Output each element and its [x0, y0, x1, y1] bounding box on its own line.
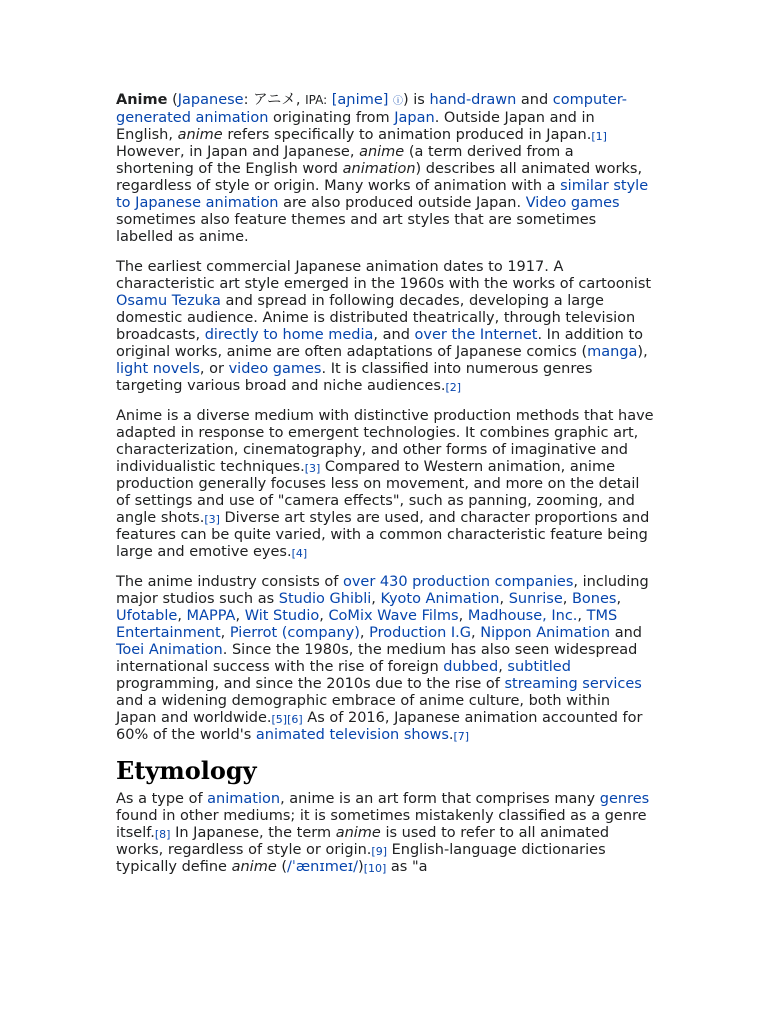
- article-link[interactable]: Sunrise: [508, 591, 563, 607]
- article-link[interactable]: Wit Studio: [244, 608, 320, 624]
- reference-marker[interactable]: [305, 462, 321, 475]
- body-text: originating from: [268, 110, 395, 126]
- article-link[interactable]: CoMix Wave Films: [328, 608, 459, 624]
- article-link[interactable]: Madhouse, Inc.: [467, 608, 578, 624]
- body-text: As of 2016, Japanese animation accounted for 60% of the world's: [116, 710, 643, 743]
- reference-link[interactable]: [2]: [445, 381, 462, 394]
- reference-link[interactable]: [9]: [371, 845, 387, 858]
- article-link[interactable]: Production I.G: [369, 625, 472, 641]
- body-text: refers specifically to animation produced in Japan.: [222, 127, 592, 143]
- reference-marker[interactable]: [371, 845, 387, 858]
- body-text: : アニメ,: [243, 92, 306, 108]
- reference-link[interactable]: [3]: [204, 513, 220, 526]
- article-link[interactable]: hand-drawn: [429, 92, 517, 108]
- body-text: ,: [562, 591, 572, 607]
- body-text: sometimes also feature themes and art styles that are sometimes labelled as anime.: [116, 212, 597, 245]
- body-text: as "a: [386, 859, 428, 875]
- article-link[interactable]: light novels: [116, 361, 200, 377]
- emphasis-text: anime: [177, 127, 223, 143]
- article-link[interactable]: similar style to Japanese animation: [116, 178, 649, 211]
- article-subject: Anime: [116, 92, 168, 108]
- industry-paragraph: [116, 574, 654, 744]
- reference-marker[interactable]: [272, 713, 288, 726]
- article-link[interactable]: video games: [228, 361, 322, 377]
- reference-link[interactable]: [10]: [363, 862, 387, 875]
- article-link[interactable]: dubbed: [443, 659, 499, 675]
- reference-marker[interactable]: [155, 828, 171, 841]
- emphasis-text: anime: [231, 859, 277, 875]
- body-text: ,: [177, 608, 187, 624]
- body-text: , including major studios such as: [116, 574, 649, 607]
- article-link[interactable]: Nippon Animation: [480, 625, 611, 641]
- body-text: and spread in following decades, developing a large domestic audience. Anime is distributed theatrically, through television broadcasts,: [116, 293, 636, 343]
- article-link[interactable]: Pierrot (company): [229, 625, 360, 641]
- ipa-label: IPA:: [305, 93, 328, 107]
- reference-marker[interactable]: [591, 130, 607, 143]
- article-link[interactable]: manga: [587, 344, 638, 360]
- reference-link[interactable]: [5]: [271, 713, 288, 726]
- body-text: Anime is a diverse medium with distinctive production methods that have adapted in response to emergent technologies. It combines graphic art, characterization, cinematography, and other forms of imaginative and individualistic techniques.: [116, 408, 654, 475]
- reference-marker[interactable]: [364, 862, 387, 875]
- body-text: is used to refer to all animated works, regardless of style or origin.: [116, 825, 610, 858]
- reference-marker[interactable]: [287, 713, 303, 726]
- body-text: However, in Japan and Japanese,: [116, 144, 360, 160]
- article-link[interactable]: animated television shows: [255, 727, 449, 743]
- emphasis-text: anime: [359, 144, 405, 160]
- article-link[interactable]: genres: [599, 791, 650, 807]
- article-link[interactable]: Osamu Tezuka: [116, 293, 221, 309]
- body-text: (: [276, 859, 288, 875]
- etymology-paragraph: [116, 791, 654, 876]
- body-text: ,: [220, 625, 230, 641]
- article-link[interactable]: [aɲime]: [331, 92, 389, 108]
- reference-link[interactable]: [1]: [591, 130, 607, 143]
- body-text: . In addition to original works, anime are often adaptations of Japanese comics (: [116, 327, 644, 360]
- history-paragraph: [116, 259, 654, 395]
- article-link[interactable]: animation: [207, 791, 281, 807]
- intro-paragraph: [116, 92, 654, 246]
- body-text: ,: [471, 625, 481, 641]
- article-link[interactable]: Bones: [571, 591, 617, 607]
- body-text: ) is: [403, 92, 430, 108]
- reference-marker[interactable]: [204, 513, 220, 526]
- article-link[interactable]: Kyoto Animation: [380, 591, 500, 607]
- body-text: Diverse art styles are used, and character proportions and features can be quite varied, with a common characteristic feature being large and emotive eyes.: [116, 510, 650, 560]
- article-body: [116, 92, 654, 889]
- body-text: , or: [199, 361, 229, 377]
- reference-marker[interactable]: [292, 547, 308, 560]
- article-link[interactable]: Japan: [394, 110, 435, 126]
- article-link[interactable]: MAPPA: [186, 608, 236, 624]
- body-text: ,: [235, 608, 245, 624]
- body-text: ,: [359, 625, 370, 641]
- body-text: The earliest commercial Japanese animation dates to 1917. A characteristic art style emerged in the 1960s with the works of cartoonist: [116, 259, 652, 292]
- body-text: ),: [637, 344, 648, 360]
- production-paragraph: [116, 408, 654, 561]
- body-text: ,: [371, 591, 381, 607]
- body-text: and: [516, 92, 553, 108]
- body-text: As a type of: [116, 791, 208, 807]
- body-text: In Japanese, the term: [170, 825, 336, 841]
- article-link[interactable]: Studio Ghibli: [278, 591, 372, 607]
- reference-link[interactable]: [3]: [304, 462, 321, 475]
- body-text: (a term derived from a shortening of the English word: [116, 144, 574, 177]
- article-link[interactable]: Video games: [525, 195, 620, 211]
- article-link[interactable]: subtitled: [507, 659, 571, 675]
- article-link[interactable]: Japanese: [177, 92, 244, 108]
- audio-info-icon[interactable]: ⓘ: [393, 96, 404, 107]
- body-text: Compared to Western animation, anime production generally focuses less on movement, and more on the detail of settings and use of "camera effects", such as panning, zooming, and angle shots.: [116, 459, 640, 526]
- reference-link[interactable]: [8]: [154, 828, 171, 841]
- etymology-heading: Etymology: [116, 756, 257, 785]
- reference-link[interactable]: [7]: [453, 730, 470, 743]
- emphasis-text: animation: [342, 161, 416, 177]
- reference-marker[interactable]: [446, 381, 462, 394]
- body-text: . It is classified into numerous genres targeting various broad and niche audiences.: [116, 361, 593, 394]
- reference-link[interactable]: [6]: [287, 713, 303, 726]
- article-link[interactable]: TMS Entertainment: [116, 608, 618, 641]
- body-text: .: [448, 727, 454, 743]
- body-text: ,: [498, 659, 508, 675]
- article-link[interactable]: streaming services: [504, 676, 642, 692]
- body-text: , and: [373, 327, 415, 343]
- emphasis-text: anime: [335, 825, 381, 841]
- body-text: . Since the 1980s, the medium has also seen widespread international success with the rise of foreign: [116, 642, 638, 675]
- article-link[interactable]: computer-generated animation: [116, 92, 628, 126]
- article-link[interactable]: /ˈænɪmeɪ/: [287, 859, 359, 875]
- article-link[interactable]: directly to home media: [204, 327, 374, 343]
- article-link[interactable]: Ufotable: [116, 608, 178, 624]
- article-link[interactable]: over 430 production companies: [342, 574, 574, 590]
- body-text: ,: [577, 608, 587, 624]
- article-link[interactable]: Toei Animation: [116, 642, 223, 658]
- body-text: ) describes all animated works, regardless of style or origin. Many works of animation with a: [116, 161, 643, 194]
- body-text: programming, and since the 2010s due to the rise of: [116, 676, 505, 692]
- body-text: . Outside Japan and in English,: [116, 110, 595, 143]
- body-text: ,: [616, 591, 622, 607]
- reference-marker[interactable]: [454, 730, 470, 743]
- body-text: (: [167, 92, 178, 108]
- article-link[interactable]: over the Internet: [414, 327, 538, 343]
- body-text: and: [610, 625, 643, 641]
- body-text: are also produced outside Japan.: [278, 195, 526, 211]
- reference-link[interactable]: [4]: [291, 547, 308, 560]
- body-text: and a widening demographic embrace of anime culture, both within Japan and worldwide.: [116, 693, 611, 726]
- body-text: ,: [319, 608, 329, 624]
- body-text: ,: [458, 608, 468, 624]
- body-text: English-language dictionaries typically define: [116, 842, 606, 875]
- body-text: , anime is an art form that comprises many: [280, 791, 600, 807]
- body-text: found in other mediums; it is sometimes mistakenly classified as a genre itself.: [116, 808, 647, 841]
- body-text: The anime industry consists of: [116, 574, 343, 590]
- body-text: ,: [499, 591, 509, 607]
- body-text: ): [358, 859, 364, 875]
